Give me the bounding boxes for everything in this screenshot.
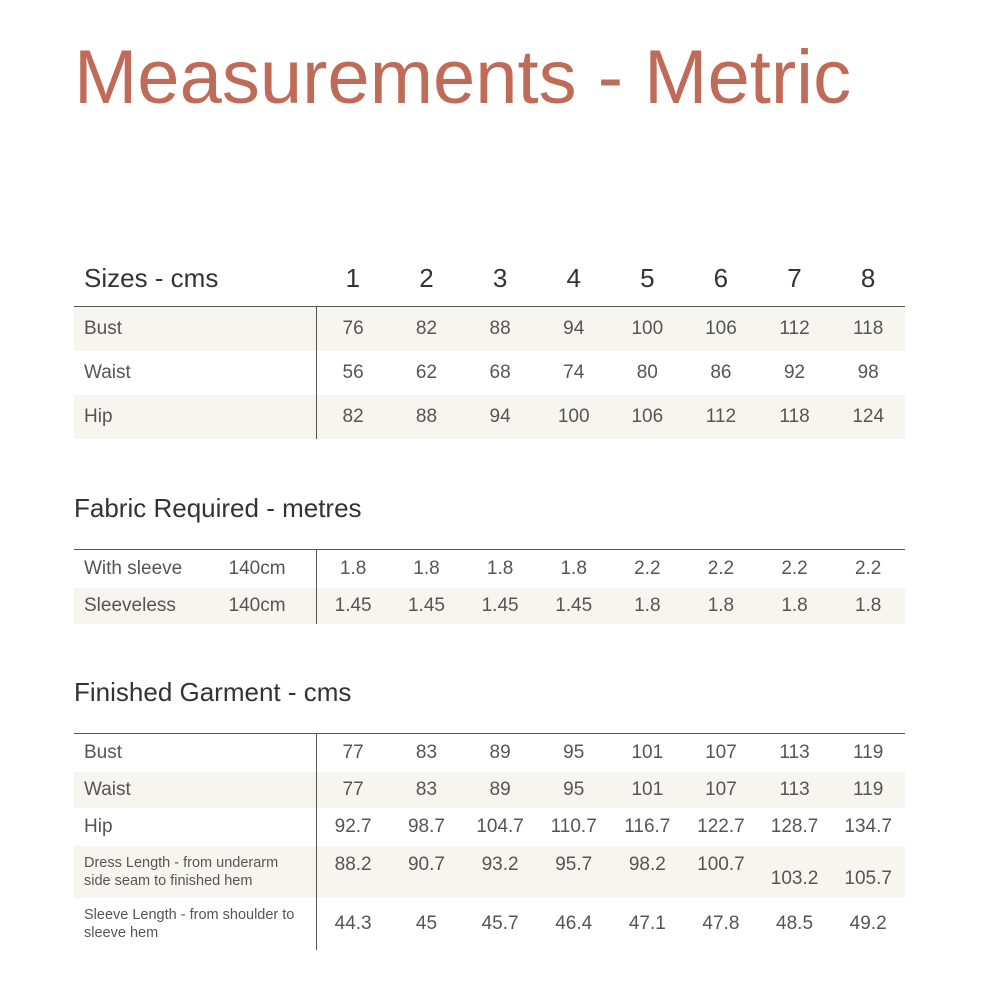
cell-value: 128.7: [770, 815, 819, 837]
cell-value: 62: [415, 361, 438, 383]
cell-value: 112: [705, 405, 737, 427]
finished-table: [74, 733, 905, 950]
cell-value: 113: [779, 778, 810, 800]
sizes-table: [74, 250, 905, 439]
cell-value: 107: [705, 778, 737, 800]
row-label: [74, 846, 316, 898]
fabric-table: [74, 549, 905, 624]
table-row: [74, 550, 905, 588]
cell-value: 90.7: [407, 853, 445, 875]
table-row: [74, 808, 905, 846]
cell-value: 100: [557, 405, 590, 427]
row-label: [74, 898, 316, 950]
cell-value: 83: [390, 734, 464, 772]
cell-value: 77: [342, 778, 364, 800]
table-row: [74, 734, 905, 772]
row-label: [74, 588, 316, 624]
cell-value: 74: [563, 361, 585, 383]
table-row: [74, 588, 905, 624]
sizes-header-row: [74, 250, 905, 307]
cell-value: 88: [489, 317, 511, 339]
cell-value: 98.7: [407, 815, 445, 837]
cell-value: 1.8: [707, 594, 735, 616]
cell-value: 49.2: [849, 912, 887, 934]
cell-value: 1.45: [334, 594, 372, 616]
cell-value: 98: [857, 361, 879, 383]
row-label: Bust: [74, 307, 316, 351]
cell-value: 118: [853, 317, 884, 339]
fabric-type-label: With sleeve: [84, 557, 183, 579]
size-col-8: 8: [831, 250, 905, 307]
page-title: Measurements - Metric: [74, 35, 852, 120]
cell-value: 2.2: [684, 550, 758, 588]
size-col-1: 1: [316, 250, 390, 307]
cell-value: 106: [631, 405, 664, 427]
size-col-6: 6: [684, 250, 758, 307]
fabric-section-title: Fabric Required - metres: [74, 493, 362, 523]
cell-value: 1.45: [481, 594, 519, 616]
fabric-type-label: Sleeveless: [84, 594, 176, 616]
cell-value: 100.7: [697, 853, 745, 875]
cell-value: 1.45: [555, 594, 593, 616]
cell-value: 98.2: [628, 853, 666, 875]
table-row: [74, 351, 905, 395]
cell-value: 1.8: [537, 550, 611, 588]
cell-value: 116.7: [624, 815, 671, 837]
cell-value: 101: [611, 734, 685, 772]
cell-value: 82: [342, 405, 364, 427]
cell-value: 2.2: [611, 550, 685, 588]
cell-value: 56: [342, 361, 364, 383]
dress-length-label: Dress Length - from underarm side seam to finished hem: [84, 854, 279, 889]
cell-value: 47.1: [628, 912, 666, 934]
cell-value: 82: [415, 317, 438, 339]
row-label: Hip: [74, 808, 316, 846]
cell-value: 48.5: [776, 912, 814, 934]
cell-value: 80: [636, 361, 658, 383]
cell-value: 1.8: [316, 550, 390, 588]
cell-value: 89: [463, 734, 537, 772]
cell-value: 119: [831, 734, 905, 772]
cell-value: 2.2: [831, 550, 905, 588]
finished-section-title: Finished Garment - cms: [74, 677, 352, 707]
cell-value: 94: [563, 317, 585, 339]
size-col-7: 7: [758, 250, 832, 307]
cell-value: 1.8: [463, 550, 537, 588]
cell-value: 83: [415, 778, 438, 800]
cell-value: 1.8: [634, 594, 661, 616]
cell-value: 105.7: [844, 867, 892, 889]
cell-value: 1.8: [390, 550, 464, 588]
row-label: Waist: [74, 772, 316, 808]
size-col-3: 3: [463, 250, 537, 307]
cell-value: 1.45: [407, 594, 445, 616]
sleeve-length-label: Sleeve Length - from shoulder to sleeve hem: [84, 906, 295, 941]
cell-value: 95: [537, 734, 611, 772]
table-row: [74, 898, 905, 950]
row-label: Bust: [74, 734, 316, 772]
size-col-5: 5: [611, 250, 685, 307]
table-row: [74, 846, 905, 898]
cell-value: 47.8: [702, 912, 740, 934]
cell-value: 101: [631, 778, 664, 800]
cell-value: 119: [853, 778, 884, 800]
cell-value: 95.7: [555, 853, 593, 875]
size-col-4: 4: [537, 250, 611, 307]
cell-value: 92: [783, 361, 806, 383]
cell-value: 94: [489, 405, 511, 427]
table-row: [74, 772, 905, 808]
cell-value: 112: [779, 317, 810, 339]
cell-value: 110.7: [550, 815, 597, 837]
cell-value: 113: [758, 734, 832, 772]
cell-value: 88.2: [334, 853, 372, 875]
cell-value: 2.2: [758, 550, 832, 588]
cell-value: 93.2: [481, 853, 519, 875]
cell-value: 45: [415, 912, 438, 934]
cell-value: 46.4: [555, 912, 593, 934]
cell-value: 118: [779, 405, 810, 427]
fabric-width-label: 140cm: [228, 594, 286, 616]
row-label: Waist: [74, 351, 316, 395]
cell-value: 124: [852, 405, 885, 427]
cell-value: 122.7: [697, 815, 745, 837]
cell-value: 89: [489, 778, 511, 800]
cell-value: 44.3: [334, 912, 372, 934]
cell-value: 95: [563, 778, 585, 800]
cell-value: 68: [489, 361, 511, 383]
cell-value: 106: [705, 317, 737, 339]
table-row: [74, 395, 905, 439]
cell-value: 103.2: [770, 867, 819, 889]
cell-value: 134.7: [844, 815, 892, 837]
table-row: [74, 307, 905, 351]
cell-value: 88: [415, 405, 438, 427]
sizes-header-label: Sizes - cms: [74, 250, 316, 307]
cell-value: 45.7: [481, 912, 519, 934]
fabric-width-label: 140cm: [228, 557, 286, 579]
size-col-2: 2: [390, 250, 464, 307]
cell-value: 1.8: [854, 594, 882, 616]
cell-value: 1.8: [781, 594, 808, 616]
row-label: Hip: [74, 395, 316, 439]
cell-value: 76: [342, 317, 364, 339]
cell-value: 86: [710, 361, 732, 383]
cell-value: 107: [684, 734, 758, 772]
cell-value: 104.7: [476, 815, 524, 837]
cell-value: 92.7: [334, 815, 372, 837]
row-label: [74, 550, 316, 588]
cell-value: 77: [316, 734, 390, 772]
cell-value: 100: [631, 317, 664, 339]
